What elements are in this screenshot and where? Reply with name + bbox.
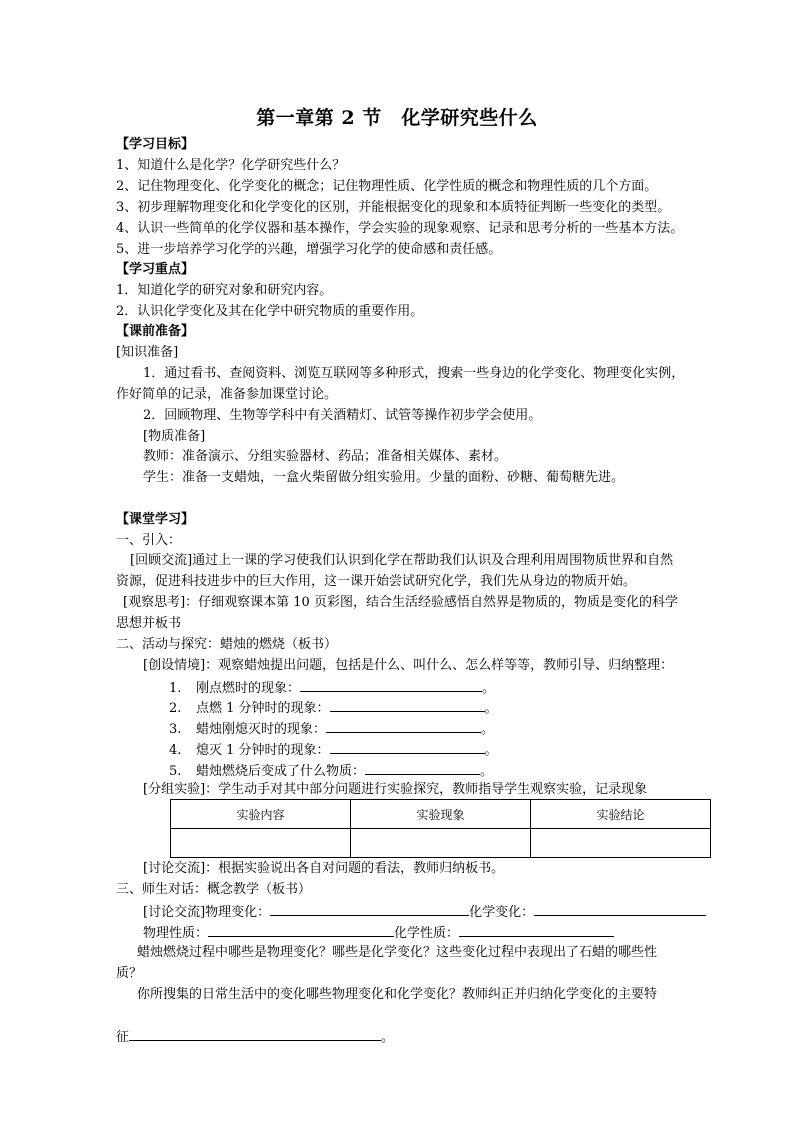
question-number: 2. (169, 701, 182, 716)
keypoints-heading: 【学习重点】 (116, 262, 195, 277)
daily-change-text-cont (116, 1028, 394, 1046)
question-number: 4. (169, 743, 182, 758)
table-header: 实验结论 (531, 800, 711, 829)
physical-property-label: 物理性质： (143, 926, 209, 941)
student-prep: 学生：准备一支蜡烛，一盒火柴留做分组实验用。少量的面粉、砂糖、葡萄糖先进。 (143, 470, 625, 485)
prep-heading: 【课前准备】 (116, 324, 195, 339)
knowledge-prep-label: [知识准备] (116, 345, 179, 360)
table-header: 实验内容 (171, 800, 351, 829)
question-number: 5. (169, 764, 182, 779)
group-experiment-text: [分组实验]：学生动手对其中部分问题进行实验探究，教师指导学生观察实验，记录现象 (143, 782, 648, 797)
table-cell[interactable] (531, 829, 711, 858)
answer-blank[interactable] (365, 762, 480, 775)
discussion-text: [讨论交流]：根据实验说出各自对问题的看法，教师归纳板书。 (143, 861, 505, 876)
question-item (169, 762, 493, 780)
table-cell[interactable] (171, 829, 351, 858)
classroom-heading: 【课堂学习】 (116, 512, 195, 527)
question-number: 1. (169, 681, 182, 696)
table-header-row (171, 800, 711, 829)
question-end: 。 (484, 743, 498, 758)
physical-change-label: [讨论交流]物理变化： (143, 905, 271, 920)
daily-change-end: 。 (381, 1030, 395, 1045)
prep-item-2: 2．回顾物理、生物等学科中有关酒精灯、试管等操作初步学会使用。 (143, 408, 542, 423)
objective-item: 5、进一步培养学习化学的兴趣，增强学习化学的使命感和责任感。 (116, 242, 502, 257)
physical-change-blank[interactable] (270, 903, 469, 916)
candle-question-cont: 质？ (116, 966, 143, 981)
table-header: 实验现象 (351, 800, 531, 829)
chemical-property-label: 化学性质： (394, 926, 460, 941)
question-text: 点燃 1 分钟时的现象： (196, 701, 330, 716)
prep-item-1: 1．通过看书、查阅资料、浏览互联网等多种形式，搜索一些身边的化学变化、物理变化实例， (143, 366, 685, 381)
activity-heading: 二、活动与探究：蜡烛的燃烧（板书） (116, 637, 338, 652)
question-number: 3. (169, 722, 182, 737)
keypoint-item: 2．认识化学变化及其在化学中研究物质的重要作用。 (116, 304, 424, 319)
question-item (169, 720, 494, 738)
question-item (169, 679, 495, 697)
physical-property-blank[interactable] (208, 924, 394, 937)
prep-item-1-cont: 作好简单的记录，准备参加课堂讨论。 (116, 387, 338, 402)
daily-change-start: 征 (116, 1030, 130, 1045)
review-text: [回顾交流]通过上一课的学习使我们认识到化学在帮助我们认识及合理利用周围物质世界和自然 (130, 553, 674, 568)
objectives-heading: 【学习目标】 (116, 137, 195, 152)
objective-item: 2、记住物理变化、化学变化的概念；记住物理性质、化学性质的概念和物理性质的几个方面。 (116, 179, 658, 194)
objective-item: 3、初步理解物理变化和化学变化的区别，并能根据变化的现象和本质特征判断一些变化的类型。 (116, 200, 671, 215)
answer-blank[interactable] (300, 679, 482, 692)
concept-row-2 (143, 924, 614, 942)
chemical-change-label: 化学变化： (469, 905, 535, 920)
observe-text: [观察思考]：仔细观察课本第 10 页彩图，结合生活经验感悟自然界是物质的，物质是变化的科学 (123, 595, 678, 610)
scenario-text: [创设情境]：观察蜡烛提出问题，包括是什么、叫什么、怎么样等等，教师引导、归纳整理： (143, 658, 674, 673)
concept-row-1 (143, 903, 706, 921)
answer-blank[interactable] (330, 699, 485, 712)
question-end: 。 (484, 701, 498, 716)
teacher-prep: 教师：准备演示、分组实验器材、药品；准备相关媒体、素材。 (143, 449, 508, 464)
table-cell[interactable] (351, 829, 531, 858)
keypoint-item: 1．知道化学的研究对象和研究内容。 (116, 283, 333, 298)
chemical-change-blank[interactable] (534, 903, 706, 916)
objective-item: 4、认识一些简单的化学仪器和基本操作，学会实验的现象观察、记录和思考分析的一些基本方法。 (116, 221, 684, 236)
materials-prep-label: [物质准备] (143, 429, 206, 444)
observe-text-cont: 思想并板书 (116, 616, 182, 631)
question-text: 蜡烛燃烧后变成了什么物质： (196, 764, 366, 779)
page-title: 第一章第 2 节 化学研究些什么 (256, 107, 538, 129)
candle-question: 蜡烛燃烧过程中哪些是物理变化？哪些是化学变化？这些变化过程中表现出了石蜡的哪些性 (137, 945, 658, 960)
question-end: 。 (480, 764, 494, 779)
question-text: 刚点燃时的现象： (196, 681, 301, 696)
answer-blank[interactable] (330, 741, 485, 754)
question-text: 熄灭 1 分钟时的现象： (196, 743, 330, 758)
intro-heading: 一、引入： (116, 533, 182, 548)
chemical-property-blank[interactable] (459, 924, 614, 937)
question-item (169, 741, 498, 759)
review-text-cont: 资源，促进科技进步中的巨大作用，这一课开始尝试研究化学，我们先从身边的物质开始。 (116, 574, 637, 589)
answer-blank[interactable] (326, 720, 481, 733)
dialogue-heading: 三、师生对话：概念教学（板书） (116, 882, 312, 897)
table-row (171, 829, 711, 858)
experiment-table (170, 799, 711, 858)
daily-change-text: 你所搜集的日常生活中的变化哪些物理变化和化学变化？教师纠正并归纳化学变化的主要特 (137, 987, 658, 1002)
question-end: 。 (482, 681, 496, 696)
question-item (169, 699, 498, 717)
feature-blank[interactable] (129, 1028, 381, 1041)
question-text: 蜡烛刚熄灭时的现象： (196, 722, 327, 737)
objective-item: 1、知道什么是化学？化学研究些什么？ (116, 158, 346, 173)
question-end: 。 (481, 722, 495, 737)
